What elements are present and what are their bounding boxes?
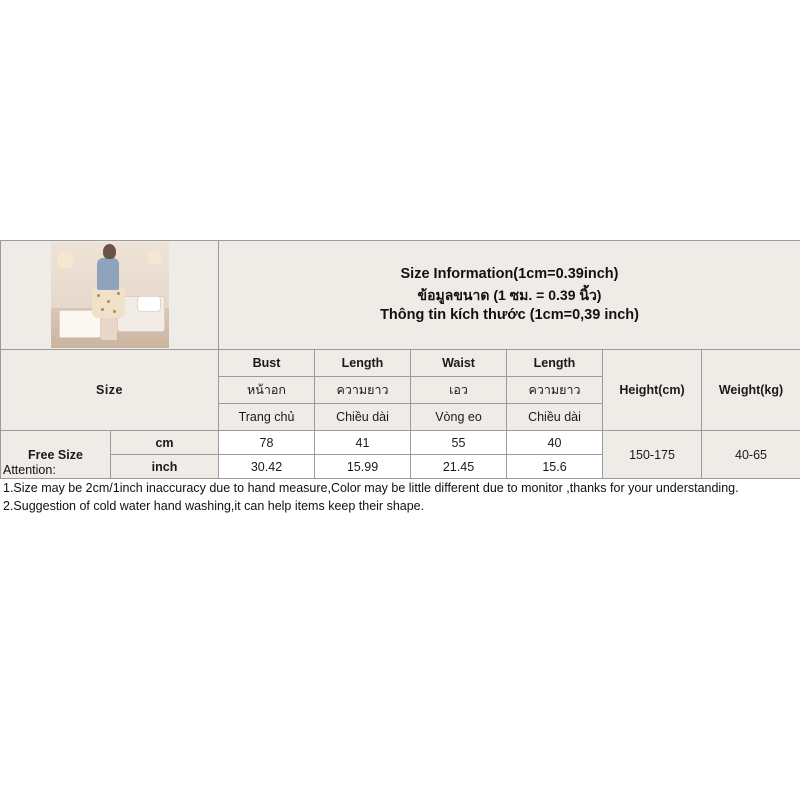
col-length1-en: Length xyxy=(315,350,411,377)
col-length1-th: ความยาว xyxy=(315,377,411,404)
col-bust-th: หน้าอก xyxy=(219,377,315,404)
product-photo-cell xyxy=(1,241,219,350)
product-photo xyxy=(51,242,169,348)
inch-waist: 21.45 xyxy=(411,455,507,479)
inch-length1: 15.99 xyxy=(315,455,411,479)
cm-waist: 55 xyxy=(411,431,507,455)
size-chart-sheet xyxy=(0,240,800,479)
col-waist-vi: Vòng eo xyxy=(411,404,507,431)
size-information-title-cell xyxy=(219,241,800,350)
col-length1-vi: Chiều dài xyxy=(315,404,411,431)
col-bust-vi: Trang chủ xyxy=(219,404,315,431)
col-length2-th: ความยาว xyxy=(507,377,603,404)
attention-notes xyxy=(3,462,793,515)
value-height: 150-175 xyxy=(603,431,702,479)
inch-bust: 30.42 xyxy=(219,455,315,479)
cm-length1: 41 xyxy=(315,431,411,455)
column-header-row-en xyxy=(1,350,800,377)
size-table xyxy=(0,240,800,479)
col-weight: Weight(kg) xyxy=(702,350,800,431)
cm-bust: 78 xyxy=(219,431,315,455)
unit-inch: inch xyxy=(111,455,219,479)
cm-length2: 40 xyxy=(507,431,603,455)
title-english: Size Information(1cm=0.39inch) xyxy=(400,265,619,282)
attention-heading: Attention: xyxy=(3,463,56,477)
size-label-cell: Size xyxy=(1,350,219,431)
col-bust-en: Bust xyxy=(219,350,315,377)
col-length2-vi: Chiều dài xyxy=(507,404,603,431)
col-waist-th: เอว xyxy=(411,377,507,404)
inch-length2: 15.6 xyxy=(507,455,603,479)
table-header-banner-row xyxy=(1,241,800,350)
title-vietnamese: Thông tin kích thước (1cm=0,39 inch) xyxy=(380,307,639,324)
row-size-label: Free Size xyxy=(1,431,111,479)
col-length2-en: Length xyxy=(507,350,603,377)
table-row-cm xyxy=(1,431,800,455)
value-weight: 40-65 xyxy=(702,431,800,479)
unit-cm: cm xyxy=(111,431,219,455)
attention-line-2: 2.Suggestion of cold water hand washing,it can help items keep their shape. xyxy=(3,498,425,513)
col-waist-en: Waist xyxy=(411,350,507,377)
attention-line-1: 1.Size may be 2cm/1inch inaccuracy due to hand measure,Color may be little different due to monitor ,thanks for your understanding. xyxy=(3,480,739,495)
col-height: Height(cm) xyxy=(603,350,702,431)
title-thai: ข้อมูลขนาด (1 ซม. = 0.39 นิ้ว) xyxy=(417,286,602,303)
